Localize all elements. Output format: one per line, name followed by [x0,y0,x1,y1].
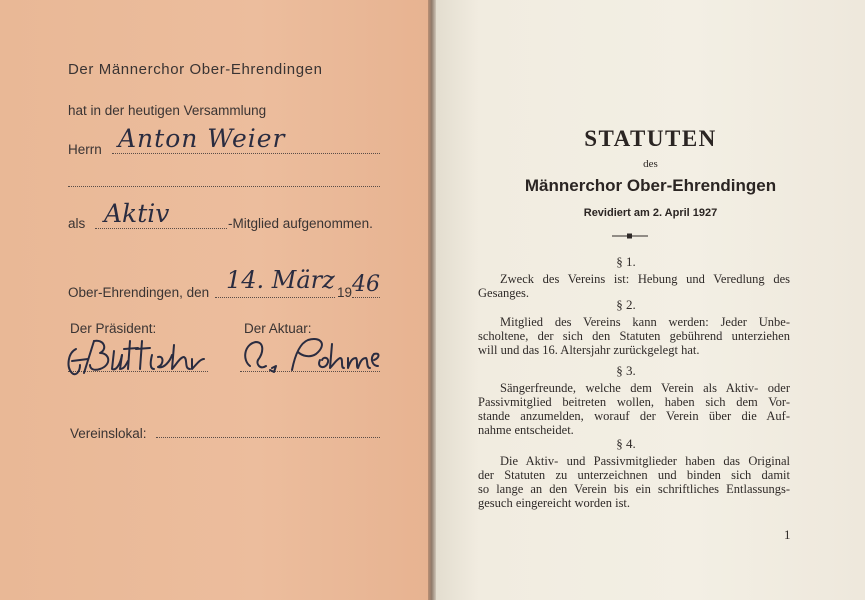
paragraph-line: Zweck des Vereins ist: Hebung und Veredlung des [500,272,790,286]
als-dotted-line [95,228,227,229]
line-versammlung: hat in der heutigen Versammlung [68,103,267,118]
paragraph-line: gesuch eingereicht worden ist. [478,496,631,510]
aktuar-label: Der Aktuar: [244,321,312,336]
revised-date: Revidiert am 2. April 1927 [583,207,718,219]
paragraph-number: § 3. [616,363,636,378]
page-number: 1 [784,527,791,542]
paragraph-line: will und das 16. Altersjahr zurückgelegt hat. [478,343,700,357]
herrn-dotted-line [112,153,380,154]
date-dotted-line [215,297,335,298]
club-name: Männerchor Ober-Ehrendingen [524,176,777,195]
paragraph-line: der Statuten zu unterzeichnen und binden sich damit [478,468,790,482]
paragraph-number: § 4. [616,436,636,451]
aktuar-signature [236,330,386,378]
paragraph-line: Passivmitglied beitreten wollen, haben sich dem Vor- [478,395,790,409]
left-page [0,0,430,600]
place-date-label: Ober-Ehrendingen, den [68,285,210,300]
paragraph-line: Die Aktiv- und Passivmitglieder haben das Original [500,454,790,468]
vereinslokal-dotted-line [156,437,380,438]
ornament-divider [612,232,648,240]
left-heading: Der Männerchor Ober-Ehrendingen [68,61,323,78]
paragraph-number: § 1. [616,254,636,269]
paragraph-line: nahme entscheidet. [478,423,574,437]
des-word: des [643,158,658,170]
mitglied-label: -Mitglied aufgenommen. [228,216,373,231]
paragraph-line: scholtene, der sich den Statuten gebührend unterziehen [478,329,790,343]
paragraph-line: Gesanges. [478,286,530,300]
president-label: Der Präsident: [70,321,157,336]
date-handwritten: 14. März [226,266,335,294]
paragraph-line: stande anzumelden, worauf der Verein über die Auf- [478,409,790,423]
vereinslokal-label: Vereinslokal: [70,426,147,441]
als-handwritten-value: Aktiv [104,199,170,228]
herrn-handwritten-name: Anton Weier [118,124,286,153]
year-handwritten: 46 [352,272,380,297]
book-spine [428,0,436,600]
blank-dotted-line [68,186,380,187]
als-label: als [68,216,86,231]
year-prefix: 19 [337,285,353,300]
paragraph-line: so lange an den Verein bis ein schriftliches Entlassungs- [478,482,790,496]
president-signature [64,335,214,379]
year-dotted-line [352,297,380,298]
herrn-label: Herrn [68,142,102,157]
statuten-title: STATUTEN [584,126,717,151]
paragraph-number: § 2. [616,297,636,312]
paragraph-line: Mitglied des Vereins kann werden: Jeder Unbe- [500,315,790,329]
paragraph-line: Sängerfreunde, welche dem Verein als Aktiv- oder [500,381,790,395]
